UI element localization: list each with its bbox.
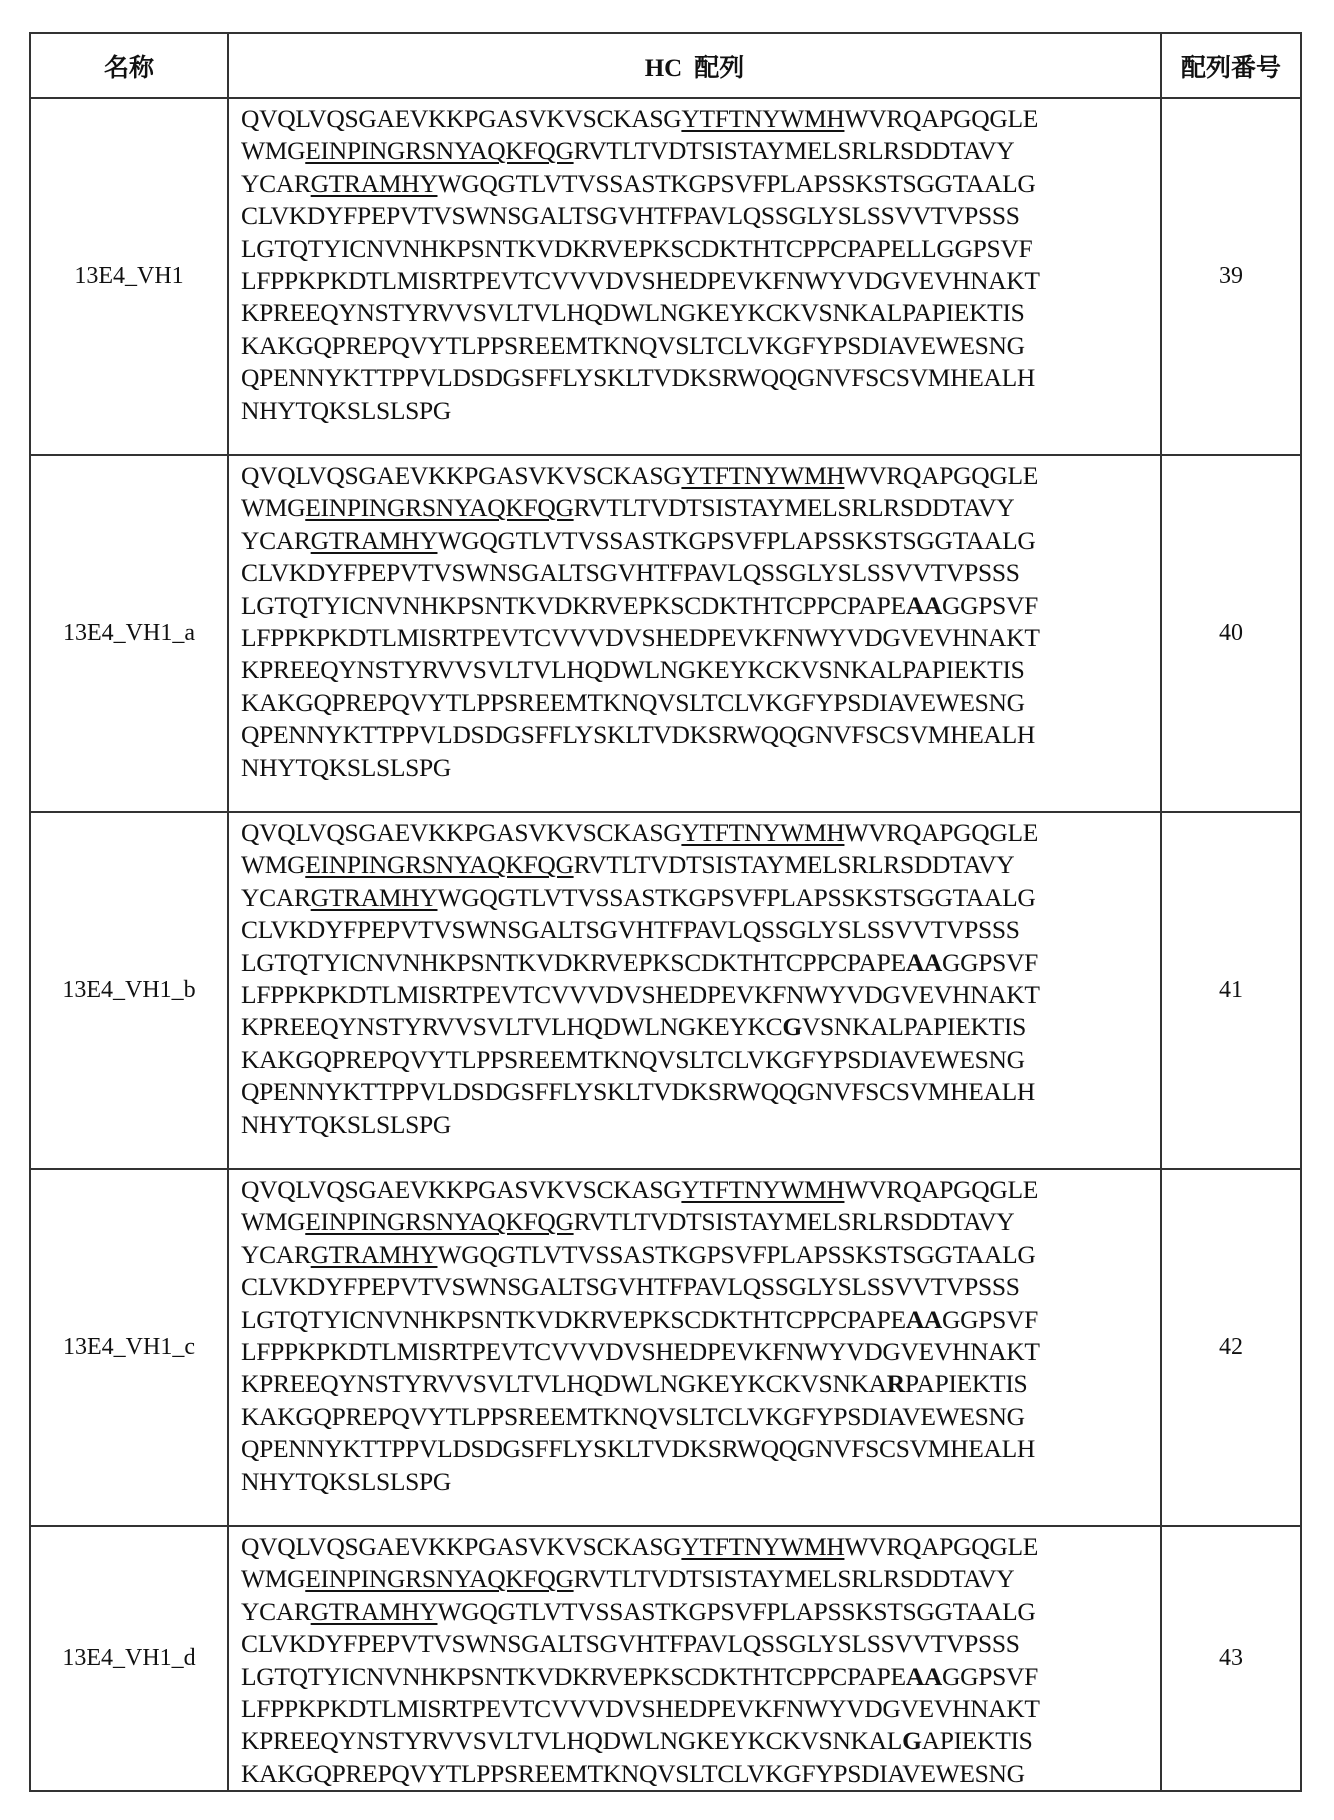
sequence-segment: KPREEQYNSTYRVVSVLTVLHQDWLNGKEYKCKVSNKAL	[241, 1726, 902, 1755]
cdr-segment: GTRAMHY	[311, 1240, 438, 1269]
sequence-segment: RVTLTVDTSISTAYMELSRLRSDDTAVY	[574, 136, 1015, 165]
sequence-segment: GGPSVF	[942, 1662, 1038, 1691]
sequence-segment: WVRQAPGQGLE	[844, 818, 1038, 847]
mutation-segment: AA	[906, 591, 942, 620]
sequence-segment: WMG	[241, 1564, 305, 1593]
antibody-name: 13E4_VH1	[30, 98, 228, 455]
sequence-segment: WMG	[241, 850, 305, 879]
cdr-segment: GTRAMHY	[311, 169, 438, 198]
sequence-segment: LFPPKPKDTLMISRTPEVTCVVVDVSHEDPEVKFNWYVDGVEVHNAKT	[241, 266, 1040, 295]
seq-id-number: 43	[1161, 1526, 1301, 1791]
seq-id-number: 40	[1161, 455, 1301, 812]
sequence-segment: LFPPKPKDTLMISRTPEVTCVVVDVSHEDPEVKFNWYVDGVEVHNAKT	[241, 1694, 1040, 1723]
sequence-line	[241, 1628, 1160, 1660]
sequence-segment: KAKGQPREPQVYTLPPSREEMTKNQVSLTCLVKGFYPSDIAVEWESNG	[241, 1759, 1025, 1788]
hc-sequence	[228, 812, 1161, 1169]
sequence-segment: RVTLTVDTSISTAYMELSRLRSDDTAVY	[574, 1207, 1015, 1236]
sequence-line	[241, 817, 1160, 849]
sequence-segment: QVQLVQSGAEVKKPGASVKVSCKASG	[241, 1175, 681, 1204]
sequence-table	[29, 32, 1302, 1792]
sequence-line	[241, 1174, 1160, 1206]
sequence-segment: WMG	[241, 1207, 305, 1236]
mutation-segment: R	[887, 1369, 905, 1398]
cdr-segment: YTFTNYWMH	[681, 1175, 844, 1204]
sequence-segment: KPREEQYNSTYRVVSVLTVLHQDWLNGKEYKCKVSNKALPAPIEKTIS	[241, 298, 1025, 327]
cdr-segment: EINPINGRSNYAQKFQG	[305, 1207, 573, 1236]
sequence-segment: LFPPKPKDTLMISRTPEVTCVVVDVSHEDPEVKFNWYVDGVEVHNAKT	[241, 1337, 1040, 1366]
sequence-segment: QVQLVQSGAEVKKPGASVKVSCKASG	[241, 461, 681, 490]
cdr-segment: YTFTNYWMH	[681, 104, 844, 133]
mutation-segment: AA	[906, 948, 942, 977]
sequence-segment: LGTQTYICNVNHKPSNTKVDKRVEPKSCDKTHTCPPCPAPE	[241, 1662, 906, 1691]
sequence-segment: GGPSVF	[942, 591, 1038, 620]
sequence-segment: LGTQTYICNVNHKPSNTKVDKRVEPKSCDKTHTCPPCPAPE	[241, 591, 906, 620]
sequence-line	[241, 1109, 1160, 1141]
sequence-line	[241, 1401, 1160, 1433]
sequence-line	[241, 1011, 1160, 1043]
sequence-line	[241, 395, 1160, 427]
sequence-line	[241, 200, 1160, 232]
sequence-segment: APIEKTIS	[922, 1726, 1033, 1755]
sequence-line	[241, 654, 1160, 686]
sequence-segment: CLVKDYFPEPVTVSWNSGALTSGVHTFPAVLQSSGLYSLSSVVTVPSSS	[241, 1272, 1020, 1301]
cdr-segment: EINPINGRSNYAQKFQG	[305, 136, 573, 165]
sequence-segment: YCAR	[241, 169, 311, 198]
sequence-segment: RVTLTVDTSISTAYMELSRLRSDDTAVY	[574, 493, 1015, 522]
table-row	[30, 812, 1301, 1169]
sequence-segment: PAPIEKTIS	[905, 1369, 1027, 1398]
header-sequence	[228, 33, 1161, 98]
table-row	[30, 1526, 1301, 1791]
sequence-segment: LGTQTYICNVNHKPSNTKVDKRVEPKSCDKTHTCPPCPAPE	[241, 1305, 906, 1334]
sequence-line	[241, 1368, 1160, 1400]
sequence-segment: WGQGTLVTVSSASTKGPSVFPLAPSSKSTSGGTAALG	[437, 883, 1035, 912]
sequence-line	[241, 492, 1160, 524]
sequence-line	[241, 1433, 1160, 1465]
cdr-segment: GTRAMHY	[311, 526, 438, 555]
sequence-segment: NHYTQKSLSLSPG	[241, 1110, 451, 1139]
sequence-segment: YCAR	[241, 883, 311, 912]
sequence-line	[241, 979, 1160, 1011]
header-row	[30, 33, 1301, 98]
sequence-segment: LFPPKPKDTLMISRTPEVTCVVVDVSHEDPEVKFNWYVDGVEVHNAKT	[241, 623, 1040, 652]
sequence-segment: WGQGTLVTVSSASTKGPSVFPLAPSSKSTSGGTAALG	[437, 169, 1035, 198]
cdr-segment: EINPINGRSNYAQKFQG	[305, 1564, 573, 1593]
sequence-segment: KAKGQPREPQVYTLPPSREEMTKNQVSLTCLVKGFYPSDIAVEWESNG	[241, 688, 1025, 717]
header-seq-id: 配列番号	[1161, 33, 1301, 98]
sequence-line	[241, 1661, 1160, 1693]
sequence-segment: YCAR	[241, 526, 311, 555]
sequence-segment: WVRQAPGQGLE	[844, 1532, 1038, 1561]
sequence-segment: YCAR	[241, 1240, 311, 1269]
mutation-segment: AA	[906, 1305, 942, 1334]
cdr-segment: EINPINGRSNYAQKFQG	[305, 493, 573, 522]
sequence-line	[241, 1239, 1160, 1271]
sequence-line	[241, 297, 1160, 329]
table-body	[30, 98, 1301, 1791]
sequence-segment: QVQLVQSGAEVKKPGASVKVSCKASG	[241, 818, 681, 847]
sequence-line	[241, 719, 1160, 751]
antibody-name: 13E4_VH1_c	[30, 1169, 228, 1526]
sequence-line	[241, 233, 1160, 265]
sequence-segment: CLVKDYFPEPVTVSWNSGALTSGVHTFPAVLQSSGLYSLSSVVTVPSSS	[241, 558, 1020, 587]
sequence-line	[241, 460, 1160, 492]
sequence-segment: WVRQAPGQGLE	[844, 104, 1038, 133]
sequence-segment: CLVKDYFPEPVTVSWNSGALTSGVHTFPAVLQSSGLYSLSSVVTVPSSS	[241, 915, 1020, 944]
sequence-line	[241, 1076, 1160, 1108]
sequence-segment: QPENNYKTTPPVLDSDGSFFLYSKLTVDKSRWQQGNVFSCSVMHEALH	[241, 363, 1035, 392]
mutation-segment: AA	[906, 1662, 942, 1691]
sequence-segment: KPREEQYNSTYRVVSVLTVLHQDWLNGKEYKCKVSNKA	[241, 1369, 887, 1398]
sequence-line	[241, 1725, 1160, 1757]
table-row	[30, 1169, 1301, 1526]
sequence-segment: GGPSVF	[942, 948, 1038, 977]
sequence-segment: KAKGQPREPQVYTLPPSREEMTKNQVSLTCLVKGFYPSDIAVEWESNG	[241, 1045, 1025, 1074]
table-row	[30, 98, 1301, 455]
sequence-segment: KAKGQPREPQVYTLPPSREEMTKNQVSLTCLVKGFYPSDIAVEWESNG	[241, 1402, 1025, 1431]
sequence-line	[241, 1466, 1160, 1498]
antibody-name: 13E4_VH1_a	[30, 455, 228, 812]
sequence-line	[241, 103, 1160, 135]
seq-id-number: 39	[1161, 98, 1301, 455]
table-row	[30, 455, 1301, 812]
sequence-line	[241, 557, 1160, 589]
sequence-line	[241, 1206, 1160, 1238]
sequence-segment: LGTQTYICNVNHKPSNTKVDKRVEPKSCDKTHTCPPCPAPELLGGPSVF	[241, 234, 1032, 263]
sequence-line	[241, 330, 1160, 362]
sequence-segment: WMG	[241, 136, 305, 165]
sequence-line	[241, 1336, 1160, 1368]
mutation-segment: G	[782, 1012, 802, 1041]
cdr-segment: YTFTNYWMH	[681, 1532, 844, 1561]
hc-sequence	[228, 1169, 1161, 1526]
sequence-segment: LGTQTYICNVNHKPSNTKVDKRVEPKSCDKTHTCPPCPAPE	[241, 948, 906, 977]
sequence-segment: YCAR	[241, 1597, 311, 1626]
sequence-line	[241, 882, 1160, 914]
sequence-line	[241, 590, 1160, 622]
sequence-line	[241, 1304, 1160, 1336]
sequence-line	[241, 362, 1160, 394]
sequence-segment: GGPSVF	[942, 1305, 1038, 1334]
sequence-line	[241, 135, 1160, 167]
sequence-line	[241, 1693, 1160, 1725]
sequence-segment: KPREEQYNSTYRVVSVLTVLHQDWLNGKEYKCKVSNKALPAPIEKTIS	[241, 655, 1025, 684]
sequence-segment: NHYTQKSLSLSPG	[241, 1467, 451, 1496]
sequence-segment: WVRQAPGQGLE	[844, 461, 1038, 490]
sequence-segment: LFPPKPKDTLMISRTPEVTCVVVDVSHEDPEVKFNWYVDGVEVHNAKT	[241, 980, 1040, 1009]
hc-sequence	[228, 1526, 1161, 1791]
sequence-segment: WVRQAPGQGLE	[844, 1175, 1038, 1204]
cdr-segment: YTFTNYWMH	[681, 818, 844, 847]
sequence-line	[241, 752, 1160, 784]
sequence-line	[241, 1531, 1160, 1563]
hc-sequence	[228, 98, 1161, 455]
sequence-line	[241, 525, 1160, 557]
antibody-name: 13E4_VH1_d	[30, 1526, 228, 1791]
antibody-name: 13E4_VH1_b	[30, 812, 228, 1169]
sequence-segment: RVTLTVDTSISTAYMELSRLRSDDTAVY	[574, 850, 1015, 879]
seq-id-number: 42	[1161, 1169, 1301, 1526]
sequence-line	[241, 265, 1160, 297]
sequence-line	[241, 1271, 1160, 1303]
sequence-line	[241, 622, 1160, 654]
sequence-line	[241, 849, 1160, 881]
sequence-segment: WGQGTLVTVSSASTKGPSVFPLAPSSKSTSGGTAALG	[437, 526, 1035, 555]
header-sequence-label: 配列	[694, 53, 744, 82]
sequence-line	[241, 1563, 1160, 1595]
header-name: 名称	[30, 33, 228, 98]
cdr-segment: YTFTNYWMH	[681, 461, 844, 490]
sequence-segment: WGQGTLVTVSSASTKGPSVFPLAPSSKSTSGGTAALG	[437, 1240, 1035, 1269]
mutation-segment: G	[902, 1726, 922, 1755]
seq-id-number: 41	[1161, 812, 1301, 1169]
sequence-line	[241, 168, 1160, 200]
sequence-segment: WMG	[241, 493, 305, 522]
sequence-segment: QVQLVQSGAEVKKPGASVKVSCKASG	[241, 104, 681, 133]
sequence-segment: KPREEQYNSTYRVVSVLTVLHQDWLNGKEYKC	[241, 1012, 782, 1041]
sequence-line	[241, 914, 1160, 946]
sequence-segment: QPENNYKTTPPVLDSDGSFFLYSKLTVDKSRWQQGNVFSCSVMHEALH	[241, 720, 1035, 749]
sequence-line	[241, 1596, 1160, 1628]
cdr-segment: GTRAMHY	[311, 1597, 438, 1626]
sequence-segment: CLVKDYFPEPVTVSWNSGALTSGVHTFPAVLQSSGLYSLSSVVTVPSSS	[241, 1629, 1020, 1658]
sequence-segment: RVTLTVDTSISTAYMELSRLRSDDTAVY	[574, 1564, 1015, 1593]
cdr-segment: EINPINGRSNYAQKFQG	[305, 850, 573, 879]
sequence-segment: QPENNYKTTPPVLDSDGSFFLYSKLTVDKSRWQQGNVFSCSVMHEALH	[241, 1077, 1035, 1106]
sequence-segment: QPENNYKTTPPVLDSDGSFFLYSKLTVDKSRWQQGNVFSCSVMHEALH	[241, 1434, 1035, 1463]
sequence-segment: CLVKDYFPEPVTVSWNSGALTSGVHTFPAVLQSSGLYSLSSVVTVPSSS	[241, 201, 1020, 230]
sequence-line	[241, 947, 1160, 979]
hc-sequence	[228, 455, 1161, 812]
sequence-line	[241, 687, 1160, 719]
sequence-line	[241, 1758, 1160, 1790]
sequence-segment: VSNKALPAPIEKTIS	[802, 1012, 1026, 1041]
header-sequence-prefix: HC	[645, 55, 683, 82]
sequence-segment: WGQGTLVTVSSASTKGPSVFPLAPSSKSTSGGTAALG	[437, 1597, 1035, 1626]
cdr-segment: GTRAMHY	[311, 883, 438, 912]
sequence-segment: QVQLVQSGAEVKKPGASVKVSCKASG	[241, 1532, 681, 1561]
sequence-segment: KAKGQPREPQVYTLPPSREEMTKNQVSLTCLVKGFYPSDIAVEWESNG	[241, 331, 1025, 360]
sequence-segment: NHYTQKSLSLSPG	[241, 396, 451, 425]
sequence-line	[241, 1044, 1160, 1076]
sequence-segment: NHYTQKSLSLSPG	[241, 753, 451, 782]
